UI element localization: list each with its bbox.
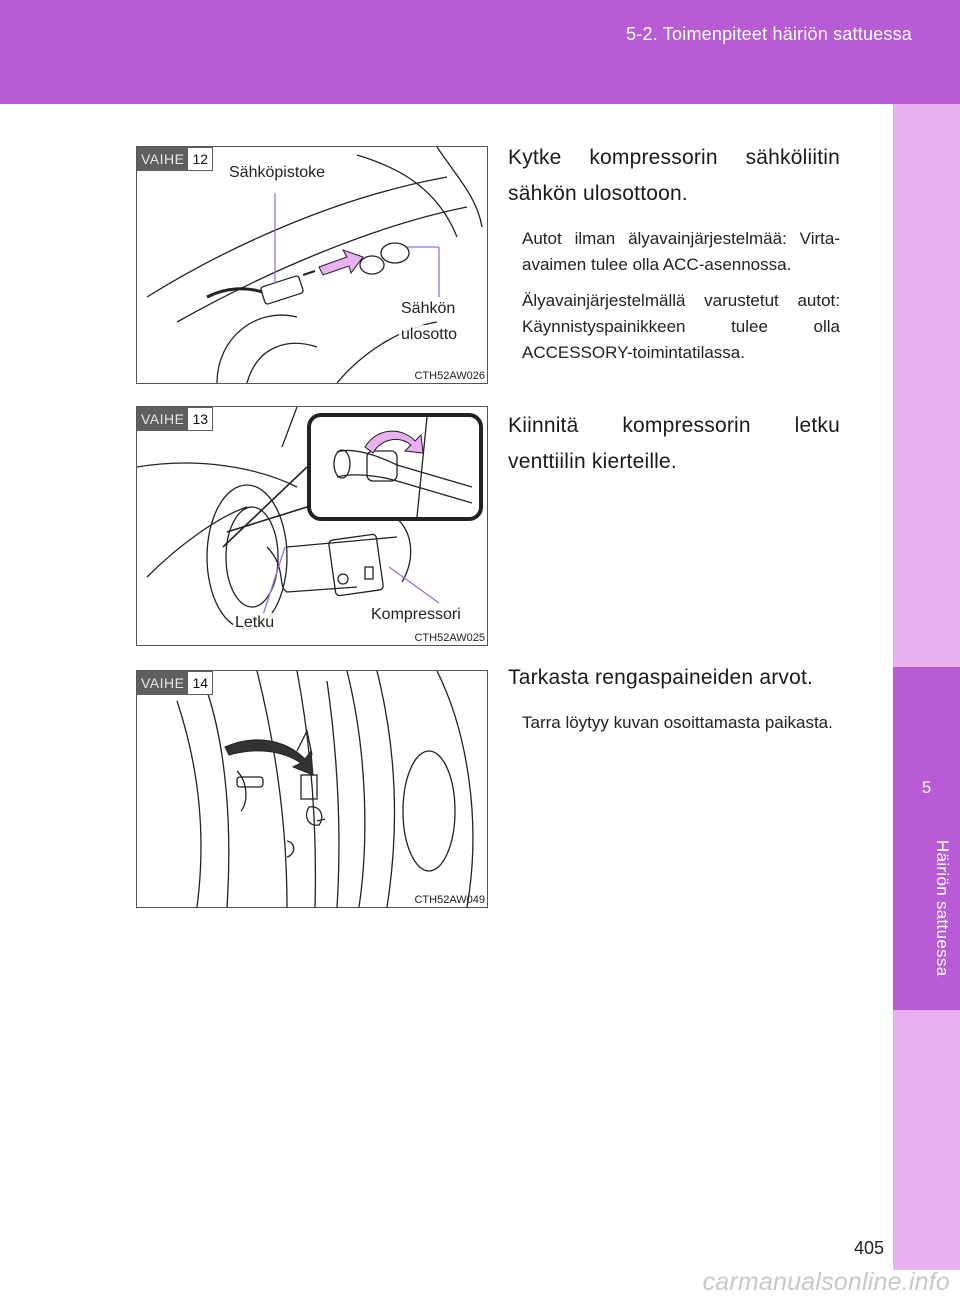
callout-outlet-line2: ulosotto <box>401 326 458 343</box>
step-badge <box>137 147 213 171</box>
step-badge <box>137 407 213 431</box>
chapter-number: 5 <box>921 778 932 797</box>
step-badge-number: 12 <box>188 147 213 171</box>
watermark-link[interactable]: carmanualsonline.info <box>702 1268 950 1296</box>
figure-code: CTH52AW026 <box>414 370 485 382</box>
step-title: Kiinnitä kompressorin letku venttiilin kierteille. <box>508 414 840 473</box>
step-13-text <box>508 408 840 480</box>
step-note: Älyavainjärjestelmällä varustetut autot: Käynnistyspainikkeen tulee olla ACCESSORY-toimintatilassa. <box>522 291 840 362</box>
callout-plug: Sähköpistoke <box>229 164 326 181</box>
figure-step-13 <box>136 406 488 646</box>
chapter-label: Häiriön sattuessa <box>933 840 952 977</box>
step-badge-word: VAIHE <box>137 671 188 695</box>
callout-outlet-line1: Sähkön <box>401 300 456 317</box>
section-title: 5-2. Toimenpiteet häiriön sattuessa <box>626 24 912 44</box>
illustration-door-pillar <box>137 671 487 907</box>
callout-hose: Letku <box>235 614 275 631</box>
page-header <box>0 0 960 104</box>
callout-compressor: Kompressori <box>371 606 461 623</box>
step-badge-word: VAIHE <box>137 407 188 431</box>
figure-code: CTH52AW025 <box>414 632 485 644</box>
figure-code: CTH52AW049 <box>414 894 485 906</box>
step-badge-number: 13 <box>188 407 213 431</box>
step-badge-number: 14 <box>188 671 213 695</box>
page-number: 405 <box>853 1238 884 1258</box>
step-badge <box>137 671 213 695</box>
step-note: Autot ilman älyavainjärjestelmää: Virta-avaimen tulee olla ACC-asennossa. <box>522 229 840 274</box>
step-12-text <box>508 140 840 366</box>
figure-step-14 <box>136 670 488 908</box>
step-title: Tarkasta rengaspaineiden arvot. <box>508 666 814 689</box>
step-14-text <box>508 660 840 736</box>
step-badge-word: VAIHE <box>137 147 188 171</box>
figure-step-12 <box>136 146 488 384</box>
step-note: Tarra löytyy kuvan osoittamasta paikasta. <box>522 713 833 732</box>
step-title: Kytke kompressorin sähköliitin sähkön ulosottoon. <box>508 146 840 205</box>
